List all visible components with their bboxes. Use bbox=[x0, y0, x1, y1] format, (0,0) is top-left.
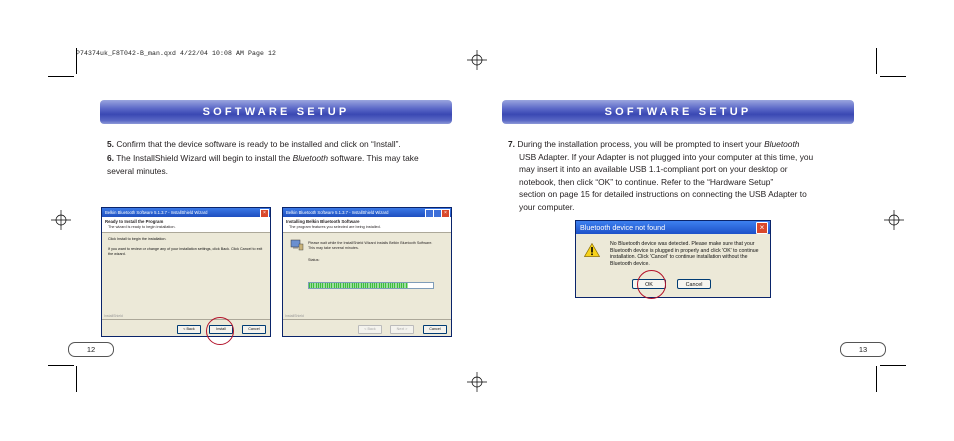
wizard-header bbox=[102, 217, 270, 233]
dialog-title: Bluetooth device not found bbox=[580, 223, 666, 232]
dialog-message: No Bluetooth device was detected. Please make sure that your Bluetooth device is plugged in properly and click 'OK' to continue installation. Click 'Cancel' to continue installation without the Bluetooth device. bbox=[610, 241, 759, 267]
file-slug: P74374uk_F8T042-B_man.qxd 4/22/04 10:08 AM Page 12 bbox=[76, 50, 277, 57]
step-line: USB Adapter. If your Adapter is not plugged into your computer at this time, you bbox=[519, 151, 814, 162]
step-text: Confirm that the device software is ready to be installed and click on “Install”. bbox=[116, 139, 401, 149]
step-line: section on page 15 for detailed instructions on connecting the USB Adapter to bbox=[519, 189, 807, 199]
close-icon[interactable]: × bbox=[756, 222, 768, 234]
crop-mark bbox=[876, 48, 877, 74]
step-line: notebook, then click “OK” to continue. Refer to the “Hardware Setup” bbox=[519, 176, 774, 187]
step-text-italic: Bluetooth bbox=[292, 153, 329, 163]
window-title: Belkin Bluetooth Software 5.1.3.7 - InstallShield Wizard bbox=[286, 210, 389, 215]
installshield-brand: InstallShield bbox=[104, 314, 123, 318]
wizard-subheading: The wizard is ready to begin installation. bbox=[108, 225, 176, 229]
step-5 bbox=[107, 138, 467, 151]
cancel-button[interactable]: Cancel bbox=[423, 325, 447, 334]
install-button[interactable]: Install bbox=[209, 325, 233, 334]
install-progress-bar bbox=[308, 282, 434, 289]
wizard-header bbox=[283, 217, 451, 233]
step-7 bbox=[508, 138, 858, 213]
status-label: Status: bbox=[308, 258, 320, 262]
registration-mark-icon bbox=[467, 50, 487, 70]
section-banner-left: SOFTWARE SETUP bbox=[100, 100, 452, 124]
crop-mark bbox=[880, 365, 906, 366]
wizard-heading: Installing Belkin Bluetooth Software bbox=[286, 219, 360, 224]
wizard-body-text: Click Install to begin the installation. bbox=[108, 237, 167, 241]
installshield-brand: InstallShield bbox=[285, 314, 304, 318]
registration-mark-icon bbox=[467, 372, 487, 392]
window-title: Belkin Bluetooth Software 5.1.3.7 - InstallShield Wizard bbox=[105, 210, 208, 215]
section-banner-right: SOFTWARE SETUP bbox=[502, 100, 854, 124]
wizard-installing-window bbox=[282, 207, 452, 337]
wizard-footer bbox=[283, 314, 451, 336]
wizard-body-text: If you want to review or change any of your installation settings, click Back. Click Cancel to exit the wizard. bbox=[108, 247, 263, 256]
window-title-bar bbox=[102, 208, 270, 217]
page-number-left: 12 bbox=[68, 342, 114, 357]
cancel-button[interactable]: Cancel bbox=[242, 325, 266, 334]
dialog-title-bar bbox=[576, 221, 770, 234]
step-text: The InstallShield Wizard will begin to install the bbox=[116, 153, 293, 163]
wizard-body-text: Please wait while the InstallShield Wizard installs Belkin Bluetooth Software. This may take several minutes. bbox=[308, 241, 433, 250]
wizard-body bbox=[102, 233, 270, 261]
back-button[interactable]: < Back bbox=[177, 325, 201, 334]
window-title-bar bbox=[283, 208, 451, 217]
step-line: may insert it into an available USB 1.1-compliant port on your desktop or bbox=[519, 164, 788, 174]
crop-mark bbox=[76, 48, 77, 74]
crop-mark bbox=[880, 76, 906, 77]
computer-install-icon bbox=[290, 239, 304, 251]
step-line: your computer. bbox=[519, 201, 575, 212]
step-number: 6. bbox=[107, 153, 114, 163]
crop-mark bbox=[48, 76, 74, 77]
step-text: software. This may take several minutes. bbox=[107, 153, 419, 176]
step-number: 7. bbox=[508, 139, 515, 149]
step-line bbox=[508, 138, 858, 151]
progress-fill bbox=[309, 283, 408, 288]
warning-icon bbox=[584, 243, 600, 257]
crop-mark bbox=[76, 366, 77, 392]
step-6 bbox=[107, 152, 447, 177]
wizard-footer bbox=[102, 314, 270, 336]
page-number-right: 13 bbox=[840, 342, 886, 357]
ok-button[interactable]: OK bbox=[632, 279, 666, 289]
close-icon[interactable]: × bbox=[260, 209, 269, 217]
back-button[interactable]: < Back bbox=[358, 325, 382, 334]
next-button[interactable]: Next > bbox=[390, 325, 414, 334]
cancel-button[interactable]: Cancel bbox=[677, 279, 711, 289]
crop-mark bbox=[876, 366, 877, 392]
highlight-circle bbox=[637, 270, 666, 299]
highlight-circle bbox=[206, 317, 234, 345]
crop-mark bbox=[48, 365, 74, 366]
close-icon[interactable]: × bbox=[441, 209, 450, 217]
bluetooth-not-found-dialog bbox=[575, 220, 771, 298]
step-text-italic: Bluetooth bbox=[764, 139, 800, 149]
step-text: During the installation process, you will be prompted to insert your bbox=[517, 139, 765, 149]
registration-mark-icon bbox=[51, 210, 71, 230]
registration-mark-icon bbox=[884, 210, 904, 230]
wizard-subheading: The program features you selected are being installed. bbox=[289, 225, 381, 229]
wizard-heading: Ready to Install the Program bbox=[105, 219, 164, 224]
step-number: 5. bbox=[107, 139, 114, 149]
wizard-ready-window bbox=[101, 207, 271, 337]
